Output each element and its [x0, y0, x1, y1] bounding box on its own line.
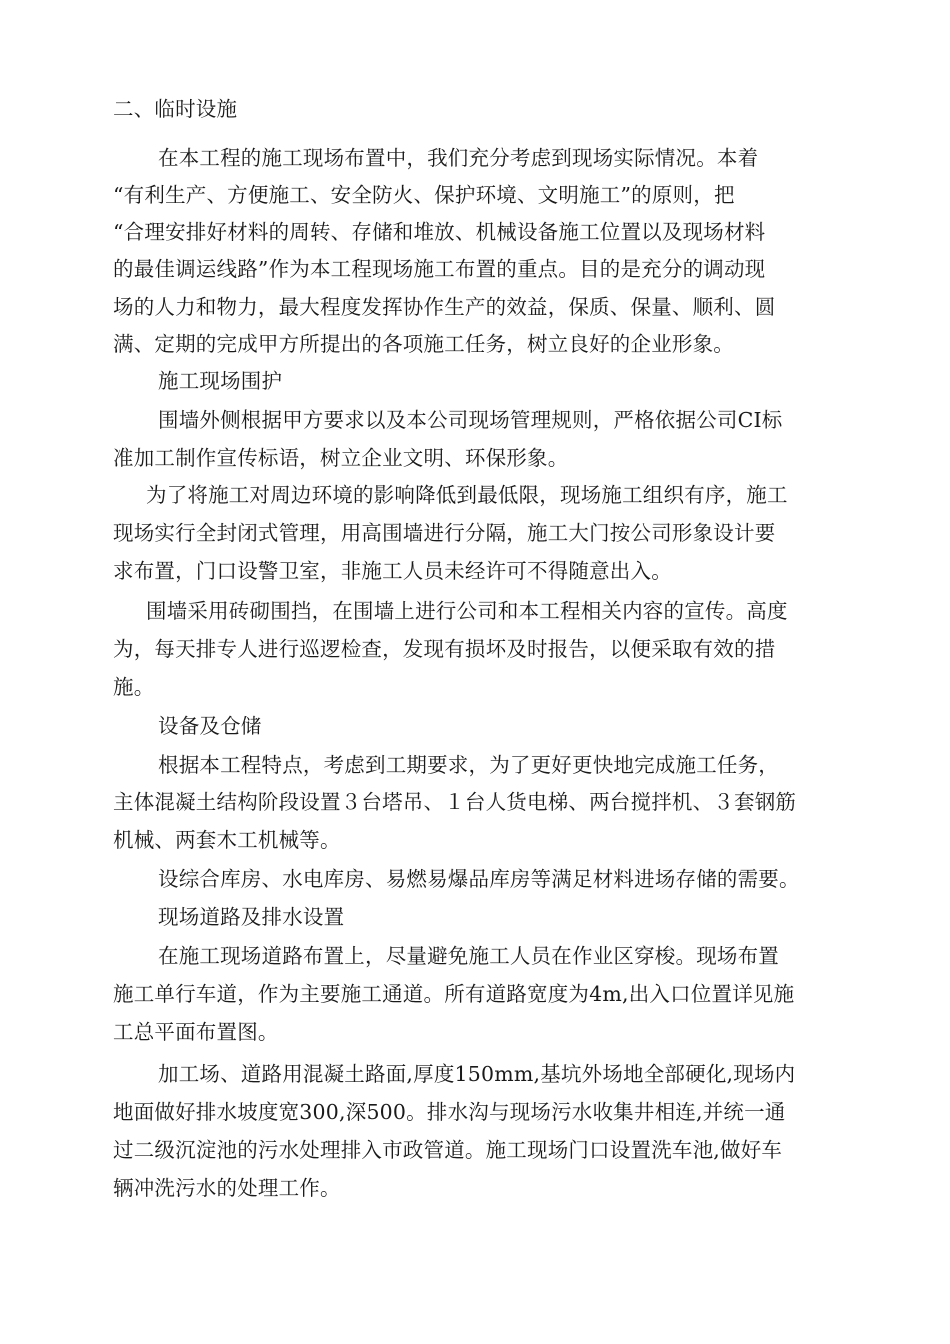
section-title: 二、临时设施 — [113, 97, 238, 121]
paragraph-line: 围墙外侧根据甲方要求以及本公司现场管理规则，严格依据公司CI标 — [158, 408, 783, 432]
paragraph-line: 求布置，门口设警卫室，非施工人员未经许可不得随意出入。 — [113, 559, 672, 583]
intro-line: 场的人力和物力，最大程度发挥协作生产的效益，保质、保量、顺利、圆 — [113, 295, 776, 319]
paragraph-line: 辆冲洗污水的处理工作。 — [113, 1176, 341, 1200]
paragraph-line: 工总平面布置图。 — [113, 1020, 279, 1044]
paragraph-line: 加工场、道路用混凝土路面,厚度150mm,基坑外场地全部硬化,现场内 — [158, 1062, 796, 1086]
intro-line: “合理安排好材料的周转、存储和堆放、机械设备施工位置以及现场材料 — [113, 220, 766, 244]
subsection-title-fencing: 施工现场围护 — [158, 369, 283, 393]
paragraph-line: 准加工制作宣传标语，树立企业文明、环保形象。 — [113, 446, 569, 470]
paragraph-line: 过二级沉淀池的污水处理排入市政管道。施工现场门口设置洗车池,做好车 — [113, 1138, 783, 1162]
paragraph-line: 为，每天排专人进行巡逻检查，发现有损坏及时报告，以便采取有效的措 — [113, 637, 776, 661]
paragraph-line: 机械、两套木工机械等。 — [113, 828, 341, 852]
subsection-title-equipment: 设备及仓储 — [158, 714, 262, 738]
paragraph-line: 设综合库房、水电库房、易燃易爆品库房等满足材料进场存储的需要。 — [158, 867, 800, 891]
paragraph-line: 地面做好排水坡度宽300,深500。排水沟与现场污水收集井相连,并统一通 — [113, 1100, 786, 1124]
subsection-title-roads: 现场道路及排水设置 — [158, 905, 345, 929]
paragraph-line: 在施工现场道路布置上，尽量避免施工人员在作业区穿梭。现场布置 — [158, 944, 779, 968]
intro-line: “有利生产、方便施工、安全防火、保护环境、文明施工”的原则，把 — [113, 183, 735, 207]
paragraph-line: 施工单行车道，作为主要施工通道。所有道路宽度为4m,出入口位置详见施 — [113, 982, 795, 1006]
paragraph-line: 根据本工程特点，考虑到工期要求，为了更好更快地完成施工任务， — [158, 753, 779, 777]
paragraph-line: 为了将施工对周边环境的影响降低到最低限，现场施工组织有序，施工 — [146, 483, 788, 507]
paragraph-line: 主体混凝土结构阶段设置３台塔吊、１台人货电梯、两台搅拌机、３套钢筋 — [113, 790, 797, 814]
paragraph-line: 现场实行全封闭式管理，用高围墙进行分隔，施工大门按公司形象设计要 — [113, 521, 776, 545]
intro-line: 的最佳调运线路”作为本工程现场施工布置的重点。目的是充分的调动现 — [113, 257, 766, 281]
paragraph-line: 围墙采用砖砌围挡，在围墙上进行公司和本工程相关内容的宣传。高度 — [146, 599, 788, 623]
intro-line: 满、定期的完成甲方所提出的各项施工任务，树立良好的企业形象。 — [113, 332, 734, 356]
paragraph-line: 施。 — [113, 675, 155, 699]
intro-line: 在本工程的施工现场布置中，我们充分考虑到现场实际情况。本着 — [158, 146, 759, 170]
